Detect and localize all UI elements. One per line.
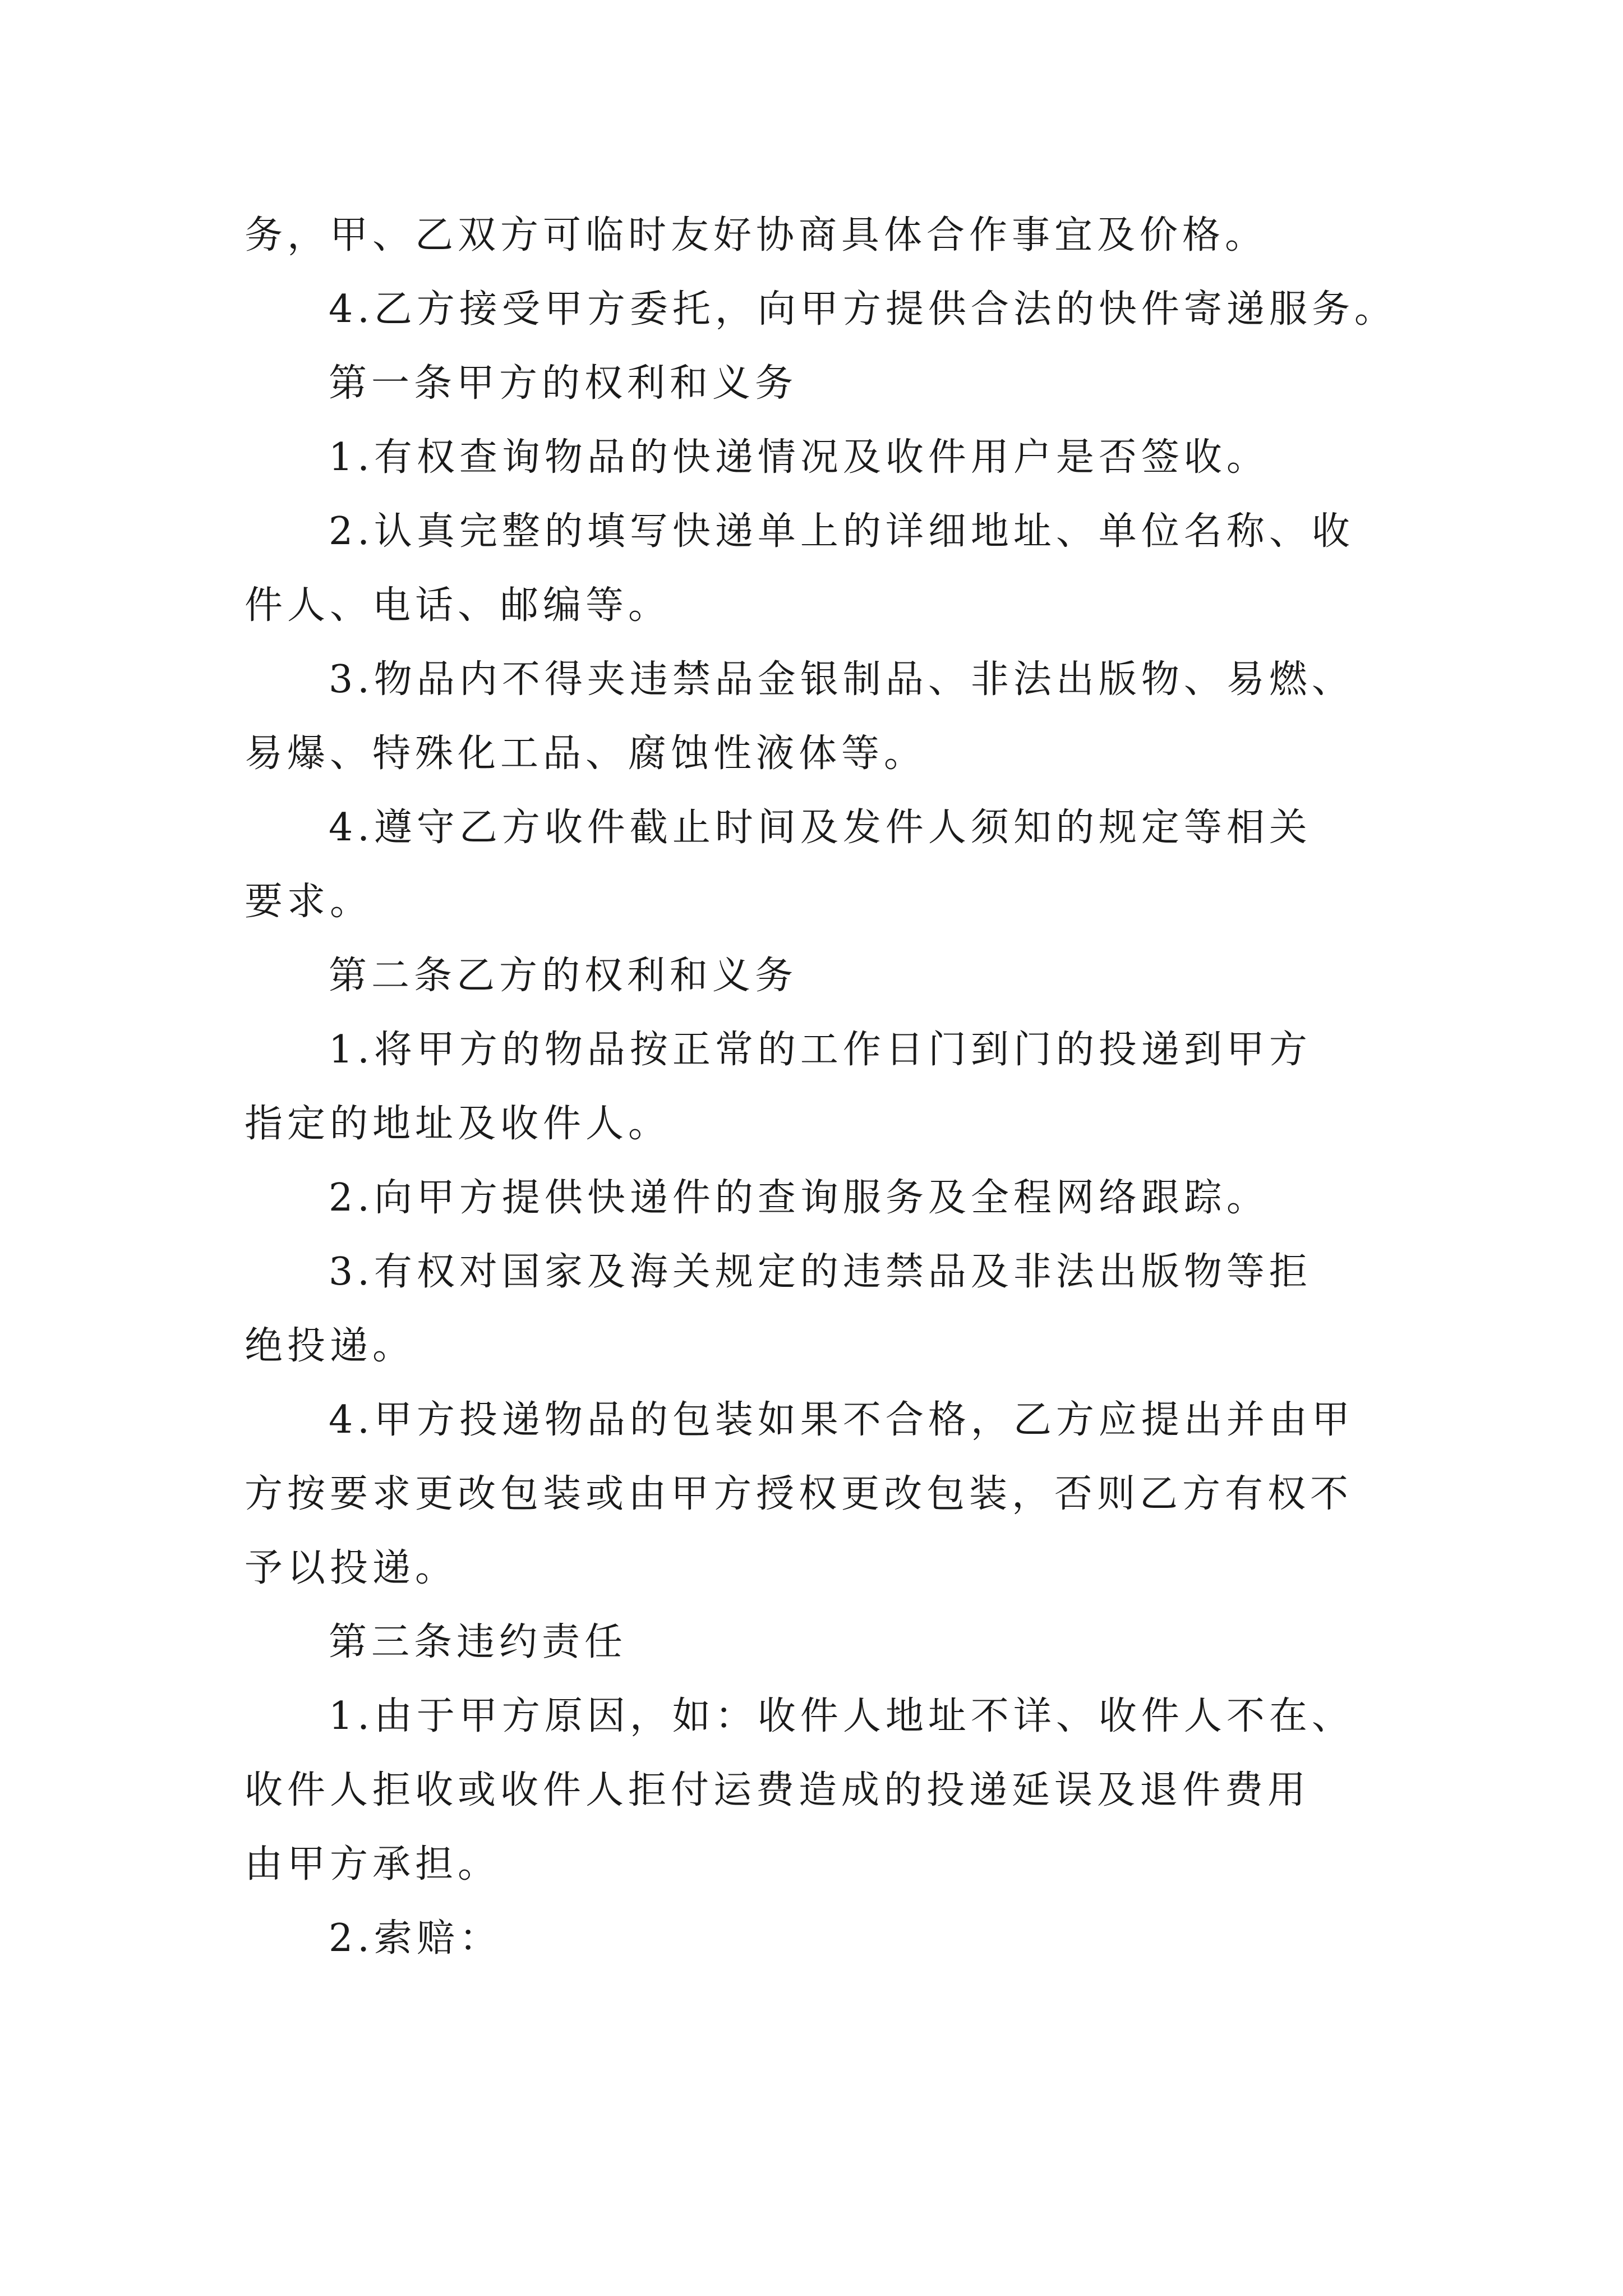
document-body [245,199,1450,1976]
text-line: 绝投递。 [245,1324,416,1368]
text-line: 要求。 [245,880,373,924]
text-line: 4.遵守乙方收件截止时间及发件人须知的规定等相关 [329,806,1312,850]
text-line: 由甲方承担。 [245,1842,501,1887]
text-line: 件人、电话、邮编等。 [245,583,671,628]
text-line: 4.甲方投递物品的包装如果不合格，乙方应提出并由甲 [329,1398,1354,1442]
section-heading: 第一条甲方的权利和义务 [329,361,798,406]
text-line: 4.乙方接受甲方委托，向甲方提供合法的快件寄递服务。 [329,287,1397,332]
text-line: 3.物品内不得夹违禁品金银制品、非法出版物、易燃、 [329,657,1354,702]
section-heading: 第二条乙方的权利和义务 [329,954,798,998]
text-line: 3.有权对国家及海关规定的违禁品及非法出版物等拒 [329,1250,1312,1294]
section-heading: 第三条违约责任 [329,1620,628,1664]
text-line: 1.有权查询物品的快递情况及收件用户是否签收。 [329,435,1269,480]
text-line: 2.认真完整的填写快递单上的详细地址、单位名称、收 [329,509,1354,554]
text-line: 方按要求更改包装或由甲方授权更改包装，否则乙方有权不 [245,1472,1353,1516]
text-line: 指定的地址及收件人。 [245,1102,671,1146]
text-line: 1.将甲方的物品按正常的工作日门到门的投递到甲方 [329,1028,1312,1072]
text-line: 务，甲、乙双方可临时友好协商具体合作事宜及价格。 [245,213,1268,257]
text-line: 予以投递。 [245,1546,458,1590]
text-line: 2.向甲方提供快递件的查询服务及全程网络跟踪。 [329,1176,1269,1220]
text-line: 易爆、特殊化工品、腐蚀性液体等。 [245,731,927,776]
text-line: 1.由于甲方原因，如：收件人地址不详、收件人不在、 [329,1694,1354,1738]
text-line: 收件人拒收或收件人拒付运费造成的投递延误及退件费用 [245,1768,1311,1812]
text-line: 2.索赔： [329,1916,502,1961]
